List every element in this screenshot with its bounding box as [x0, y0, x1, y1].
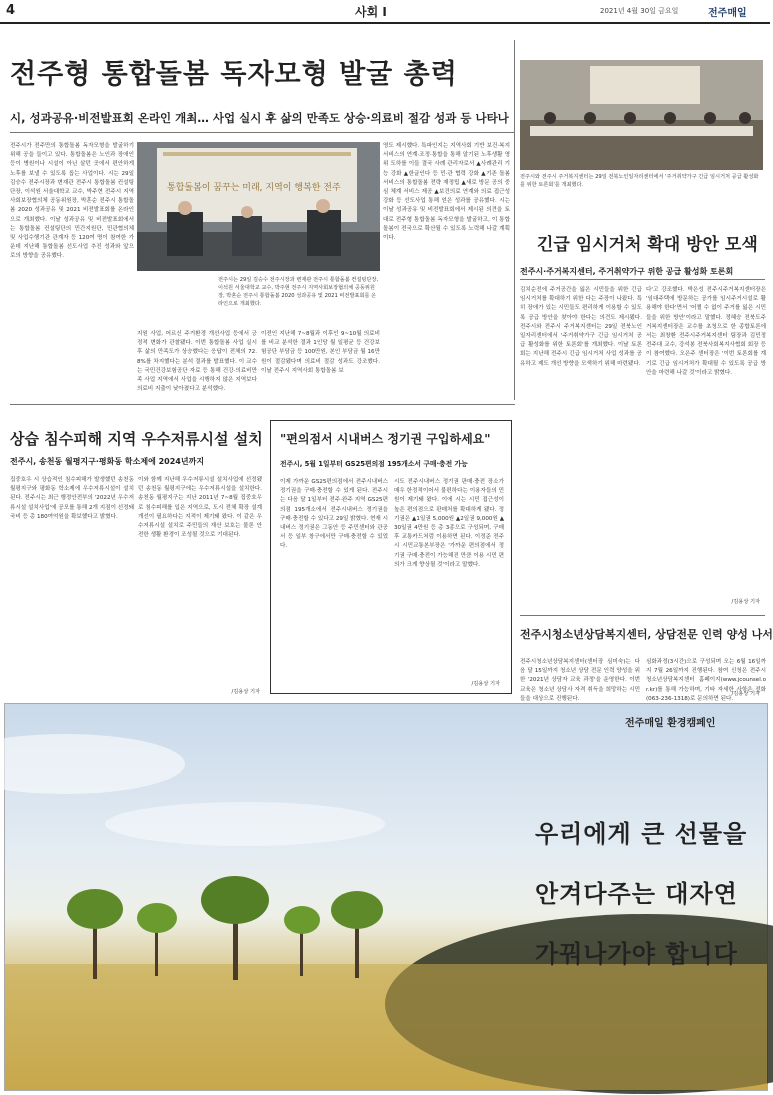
environment-ad: [4, 703, 768, 1091]
ad-line-2: 안겨다주는 대자연: [535, 879, 738, 908]
flood-headline: 상습 침수피해 지역 우수저류시설 설치: [10, 430, 263, 448]
forum-column-1: 김치순전에 주거공간을 잃은 시민들을 위한 긴급 임시거처를 확대하기 위한 다는 주장이 나왔다. 특히 장애가 있는 시민들도 편리하게 이용할 수 있도록 공급 방안을 찾아야 한다는 의견도 제시됐다. 전주시와 전주시 주거복지센터는 29일 전북노인일자리센터에서 '주거취약가구 긴급 임시거처 공급 활성화를 위한 토론회'를 개최했다. 이날 토론회는 지난해 전주시 긴급 임시거처 사업 성과를 공유하고 제도 개선 방향을 모색하기 위해 마련됐다.: [520, 287, 642, 367]
youth-column-2: 심화과정(3시간)으로 구성되며 오는 6월 16일까지 7월 26일까지 진행된다. 참여 신청은 전주시청소년상담복지센터 홈페이지(www.jcounsel.or.kr)를 통해 가능하며, 기타 자세한 사항은 전화(063-236-1318)로 문의하면 된다.: [646, 659, 766, 702]
column-rule: [514, 40, 515, 400]
forum-photo-caption: 전주시와 전주시 주거복지센터는 29일 전북노인일자리센터에서 '주거취약가구 긴급 임시거처 공급 활성화를 위한 토론회'를 개최했다.: [520, 174, 759, 188]
lead-photo-caption: 전주시는 29일 김승수 전주시장과 변재관 전주시 통합돌봄 컨설팅단장, 이석원 서울대학교 교수, 박주현 전주시 지역사회보장협의체 공동위원장, 박혼순 전주시 통합돌봄 2020 성과공유 및 2021 비전발표회를 온라인으로 개최했다.: [218, 277, 379, 307]
forum-scene: [520, 60, 763, 170]
ad-line-1: 우리에게 큰 선물을: [535, 819, 748, 848]
lead-column-3: 지원 사업, 어르신 주거환경 개선사업 등에서 긍정적 변화가 관찰됐다. 이번 통합돌봄 사업 실시 후 삶의 만족도가 상승했다는 응답이 전체의 72.8%를 차지했다는 분석 결과를 발표했다. 이 교수는 국민건강보험공단 자료 등 통해 건강·의료비만족 사업 지역에서 사업을 시행하지 않은 지역보다 의료비 지출이 낮아졌다고 분석했다.: [137, 331, 257, 393]
lead-subhead: 시, 성과공유·비전발표회 온라인 개최… 사업 실시 후 삶의 만족도 상승·의료비 절감 성과 등 나타나: [10, 111, 509, 125]
youth-column-1: 전주시청소년상담복지센터(센터장 심미숙)는 다음 달 15일까지 청소년 상담 전문 인력 양성을 위한 '2021년 상담자 교육 과정'을 운영한다. 이번 교육은 청소년 상담사 자격 취득을 희망하는 시민들을 대상으로 진행된다.: [520, 659, 640, 702]
photo-banner-text: 통합돌봄이 꿈꾸는 미래, 지역이 행복한 전주: [167, 183, 341, 193]
flood-column-1: 집중호우 시 상습적인 침수피해가 발생했던 송천동 월평지구와 평화동 학소제에 우수저류시설이 설치된다. 전주시는 최근 행정안전부의 '2022년 우수저류시설 설치사업'에 공모를 통해 2개 지점이 선정돼 국비 등 총 180여억원을 확보했다고 밝혔다.: [10, 477, 134, 520]
lead-column-2: 영도 제시했다. 특파인지는 지역사회 기반 보건·복지 서비스의 연계·조정·통합을 통해 알기된 노후생활 영위 도하를 이들 결국 사례 관리자로서 ▲사례관리 기능 강화 ▲한글인다 등 민·관 협력 강화 ▲기존 돌봄 서비스의 통합돌봄 전략 재정립 ▲새로 방문 공의 중심 체계 서비스 제공 ▲보건의료 연계와 의료 접근성 강화 등 선도사업 통해 얻은 성과를 공유했다. 시는 이날 성과공유 및 비전발표회에서 제시된 의견을 토대로 전주형 통합돌봄 독자모형을 발굴하고, 이 통합돌봄이 전국으로 확산될 수 있도록 노력해 나갈 계획이다.: [383, 143, 510, 242]
forum-subhead: 전주시·주거복지센터, 주거취약가구 위한 공급 활성화 토론회: [520, 267, 734, 276]
ad-label: 전주매일 환경캠페인: [625, 718, 716, 729]
divider: [520, 615, 765, 616]
forum-byline: /김용상 기자: [731, 599, 760, 605]
forum-column-2: 다'고 강조했다. 박은성 전주시주거복지센터장은 '임대주택에 방문하는 공가를 임시주거시설로 활용해야 한다'면서 '어쩔 수 없이 주거를 잃은 시민들을 위한 방안'이라고 말했다. 정혜승 전북도주거복지센터장은 교수를 초청으로 한 종합토론에서는 최창환 전주시주거복지센터 팀장과 김민정 전주대 교수, 강석봉 전북사회복지사협회 회장 등이 참여했다. 오은주 센터장은 '이번 토론회를 계기로 긴급 임시거처가 확대될 수 있도록 공급 방안을 마련해 나갈 것'이라고 밝혔다.: [646, 287, 766, 376]
meeting-photo: [137, 142, 380, 271]
forum-photo: [520, 60, 763, 170]
divider: [10, 404, 515, 405]
page-number: 4: [6, 3, 16, 18]
paper-name: 전주매일: [708, 8, 747, 19]
divider: [520, 279, 765, 280]
divider: [10, 132, 515, 133]
bus-column-2: 시도 전주시내버스 정기권 판매·충전 장소가 매우 한정적이어서 불편하다는 이용자들의 민원이 제기돼 왔다. 이에 시는 시민 접근성이 높은 편의점으로 판매처를 확대하게 됐다. 정기권은 ▲1일권 5,000원 ▲2일권 9,000원 ▲30일권 4만원 등 총 3종으로 구성되며, 구매 후 교통카드처럼 이용하면 된다. 이정준 전주시 시민교통본부장은 '가까운 편의점에서 정기권 구매·충전이 가능해진 만큼 이용 시민 편의가 크게 향상될 것'이라고 말했다.: [394, 479, 504, 568]
forum-headline: 긴급 임시거처 확대 방안 모색: [537, 235, 758, 255]
lead-column-1: 전주시가 전주만의 통합돌봄 독자모형을 발굴하기 위해 공을 들이고 있다. 통합돌봄은 노인과 장애인 등이 병원이나 시설이 아닌 살던 곳에서 편안하게 노후를 보낼 수 있도록 돕는 사업이다. 시는 29일 김승수 전주시장과 변재관 전주시 통합돌봄 컨설팅단장, 이석원 서울대학교 교수, 박주현 전주시 지역사회보장협의체 공동위원장, 박혼순 전주시 통합돌봄 2020 성과공유 및 2021 비전발표회를 온라인으로 개최했다. 이날 성과공유 및 비전발표회에서는 통합돌봄 컨설팅단의 민간지원단, 민관협의체 및 사업수행기관 관계자 등 120여 명이 참여한 가운데 지난해 통합돌봄 선도사업 추진 성과와 앞으로의 방향을 공유했다.: [10, 143, 134, 260]
lead-headline: 전주형 통합돌봄 독자모형 발굴 총력: [10, 59, 458, 90]
section-name: 사회 Ⅰ: [355, 5, 387, 19]
issue-date: 2021년 4월 30일 금요일: [600, 7, 679, 15]
lead-photo: [137, 142, 380, 271]
bus-subhead: 전주시, 5월 1일부터 GS25편의점 195개소서 구매·충전 가능: [280, 460, 468, 468]
bus-headline: "편의점서 시내버스 정기권 구입하세요": [280, 432, 491, 446]
flood-byline: /김용상 기자: [231, 689, 260, 695]
lead-column-4: 이전인 지난해 7~8월과 이후인 9~10월 의료비를 비교 분석한 결과 1인당 월 일평균 등 건강보험공단 부담금 등 100만원, 본인 부담금 월 16만원이 절감됐다며 의료비 절감 성과도 강조했다. 이날 전주시 지역사회 통합돌봄 보: [261, 331, 380, 374]
ad-line-3: 가꿔나가야 합니다: [535, 939, 738, 968]
flood-column-2: 이와 함께 지난해 우수저류시설 설치사업에 선정됐던 송천동 월평지구에는 우수저류시설을 설치한다. 송천동 월평지구는 지난 2011년 7~8월 집중호우로 침수피해를 입은 지역으로, 도시 전체 확장 설계 개선이 필요하다는 지적이 제기돼 왔다. 이 같은 우수저류시설 설치로 주민들의 재산 보호는 물론 안전한 생활 환경이 조성될 것으로 기대된다.: [138, 477, 262, 539]
bus-column-1: 이제 가까운 GS25편의점에서 전주시내버스 정기권을 구매·충전할 수 있게 된다. 전주시는 다음 달 1일부터 전주·완주 지역 GS25편의점 195개소에서 전주시내버스 정기권을 구매·충전할 수 있다고 29일 밝혔다. 현재 시내버스 정기권은 그동안 등 주민센터와 관공서 등 일부 창구에서만 구매·충전할 수 있었다.: [280, 479, 388, 550]
youth-byline: /김용상 기자: [731, 691, 760, 697]
page-header: [0, 0, 770, 24]
bus-byline: /김용상 기자: [471, 681, 500, 687]
youth-headline: 전주시청소년상담복지센터, 상담전문 인력 양성 나서: [520, 628, 773, 641]
flood-subhead: 전주시, 송천동 월평지구·평화동 학소제에 2024년까지: [10, 457, 205, 466]
